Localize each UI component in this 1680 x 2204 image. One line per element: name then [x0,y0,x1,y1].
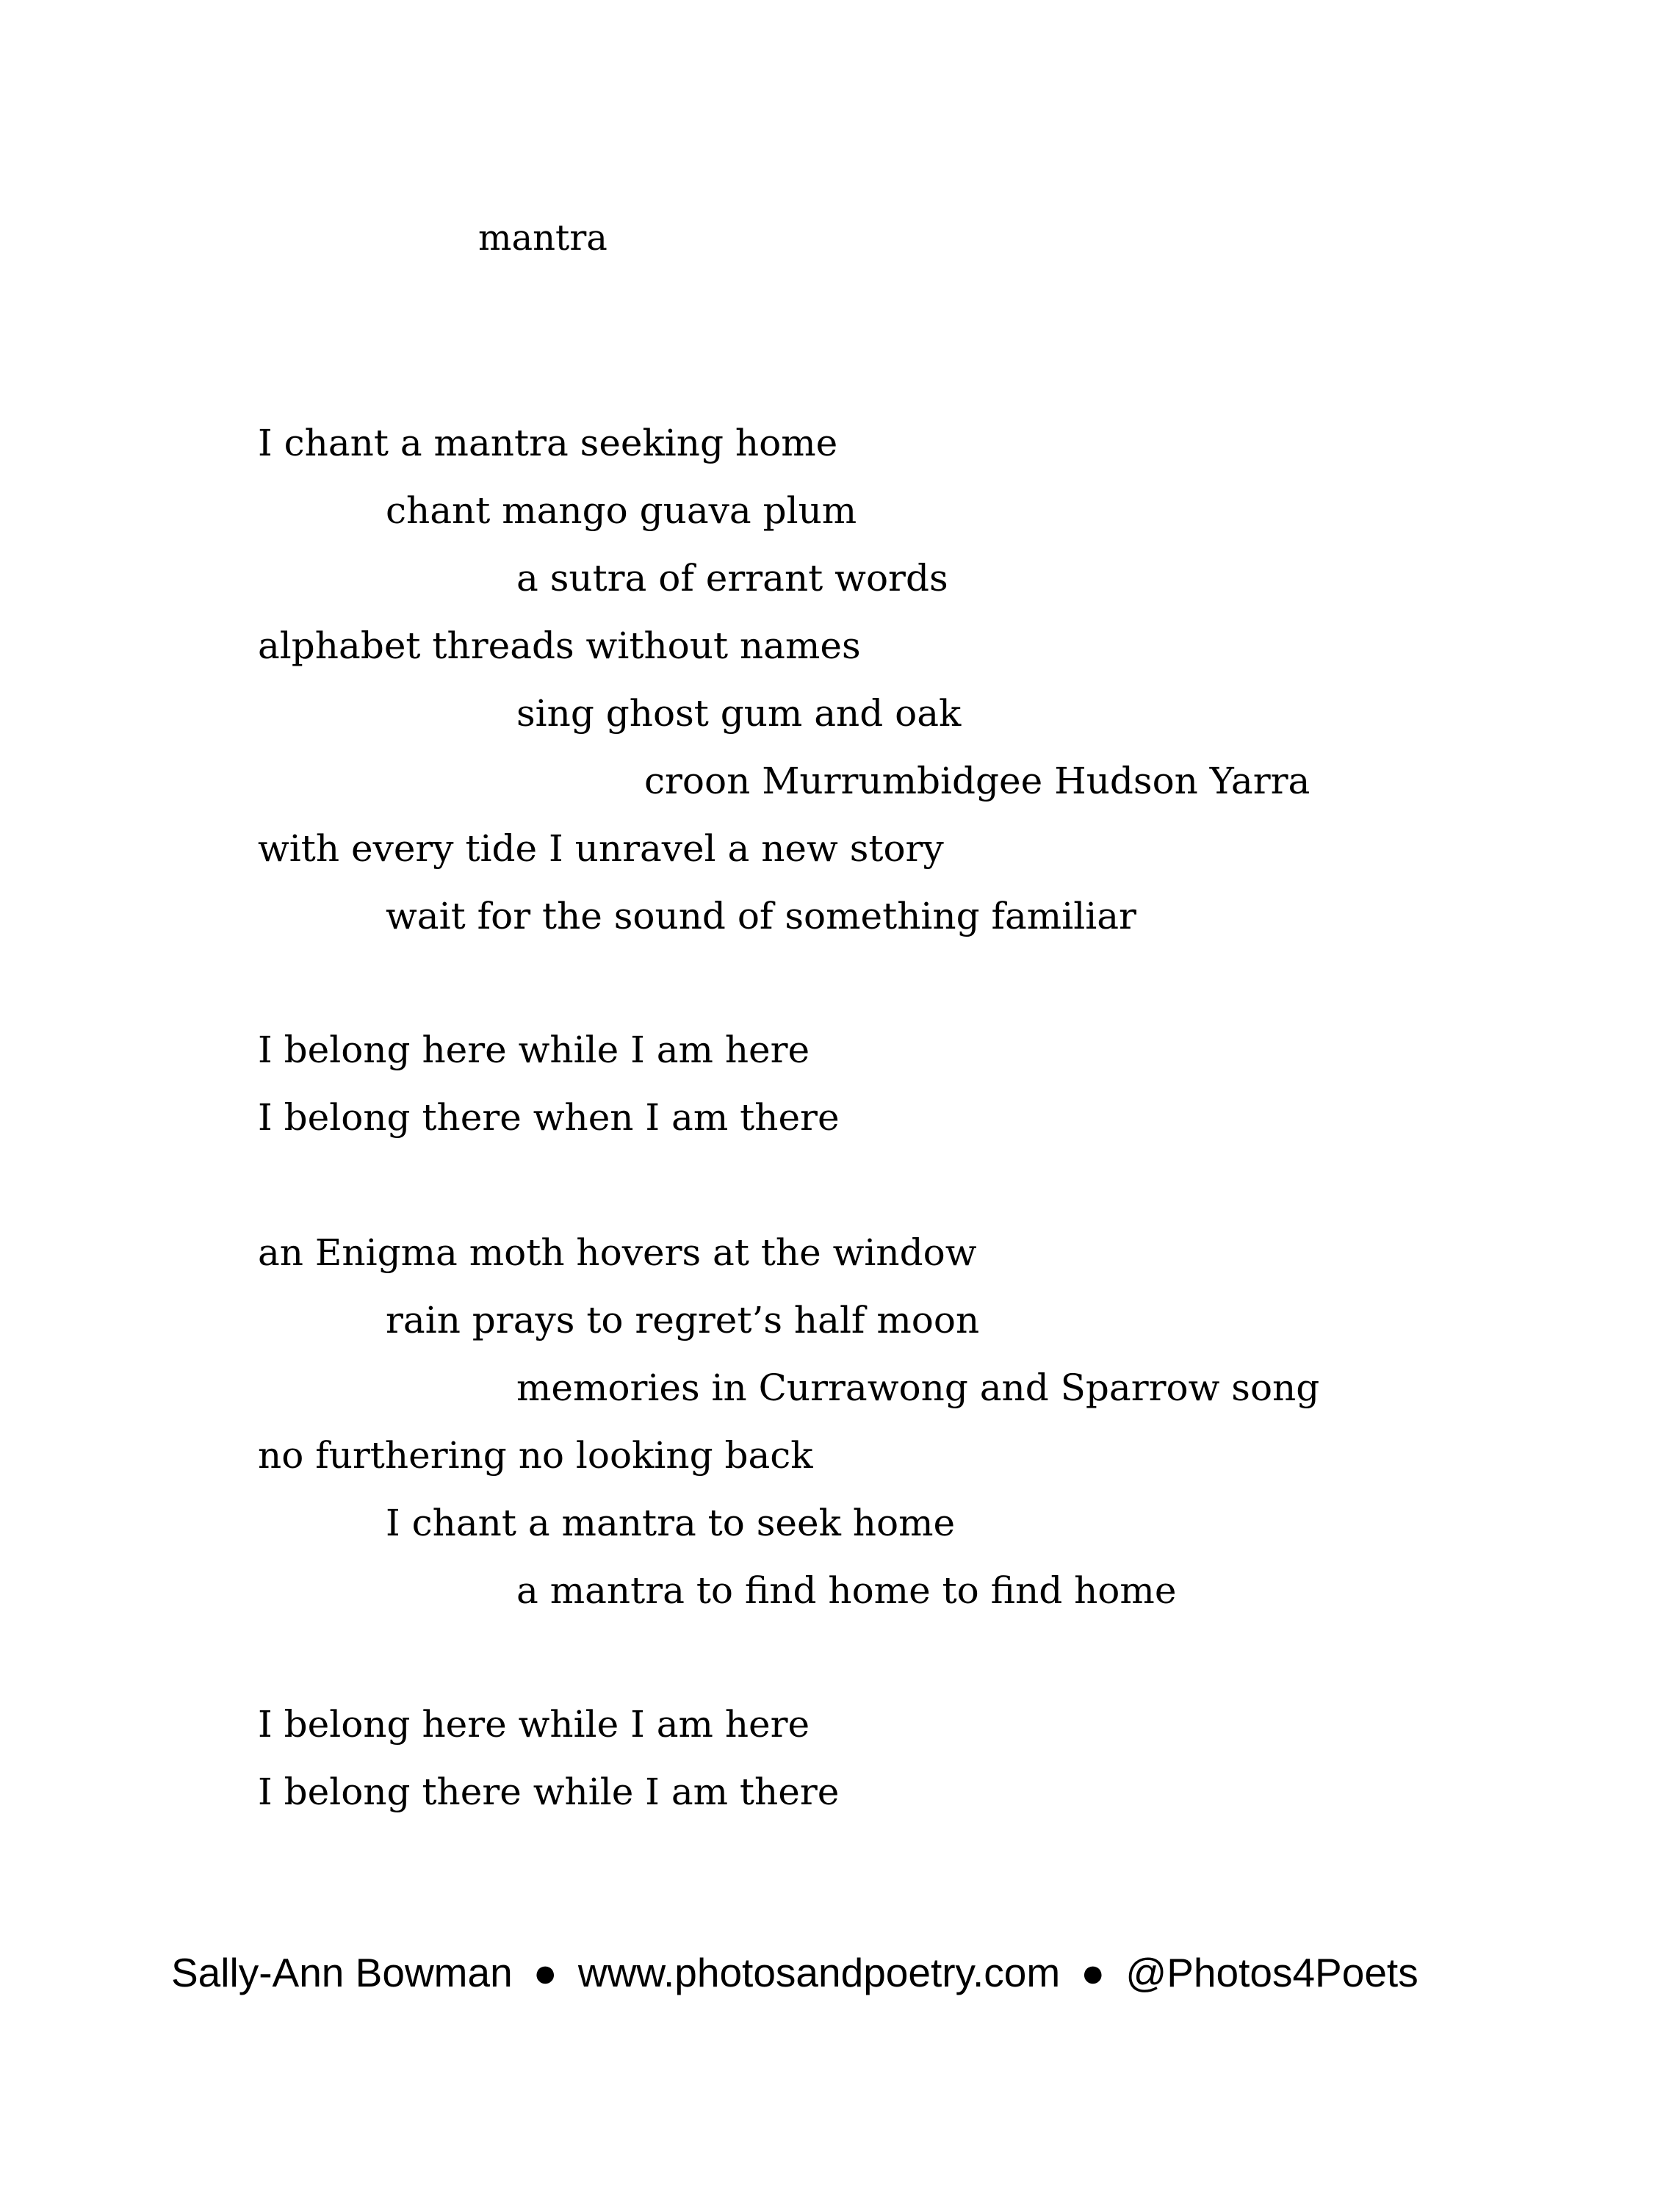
author-name: Sally-Ann Bowman [171,1950,513,1995]
poem-line: sing ghost gum and oak [516,692,962,735]
poem-title: mantra [478,217,608,259]
poem-line: alphabet threads without names [258,624,861,667]
bullet-separator: ● [533,1950,558,1995]
poem-line: I belong there while I am there [258,1771,840,1813]
poem-line: I chant a mantra seeking home [258,422,838,464]
poem-line: I belong here while I am here [258,1703,810,1746]
poem-line: a sutra of errant words [516,557,948,599]
poem-line: I belong there when I am there [258,1096,840,1139]
bullet-separator: ● [1081,1950,1106,1995]
poem-line: no furthering no looking back [258,1434,813,1477]
poem-line: a mantra to find home to find home [516,1569,1177,1612]
poem-line: with every tide I unravel a new story [258,827,944,870]
poem-line: I belong here while I am here [258,1029,810,1071]
poem-line: rain prays to regret’s half moon [386,1299,980,1342]
poem-line: chant mango guava plum [386,489,857,532]
footer-credits [171,1949,1418,1996]
poem-line: croon Murrumbidgee Hudson Yarra [644,760,1311,802]
poem-line: an Enigma moth hovers at the window [258,1231,977,1274]
poem-line: wait for the sound of something familiar [386,895,1136,937]
social-handle[interactable]: @Photos4Poets [1125,1950,1418,1995]
poem-line: I chant a mantra to seek home [386,1502,956,1544]
website-link[interactable]: www.photosandpoetry.com [577,1950,1061,1995]
poem-line: memories in Currawong and Sparrow song [516,1366,1320,1409]
